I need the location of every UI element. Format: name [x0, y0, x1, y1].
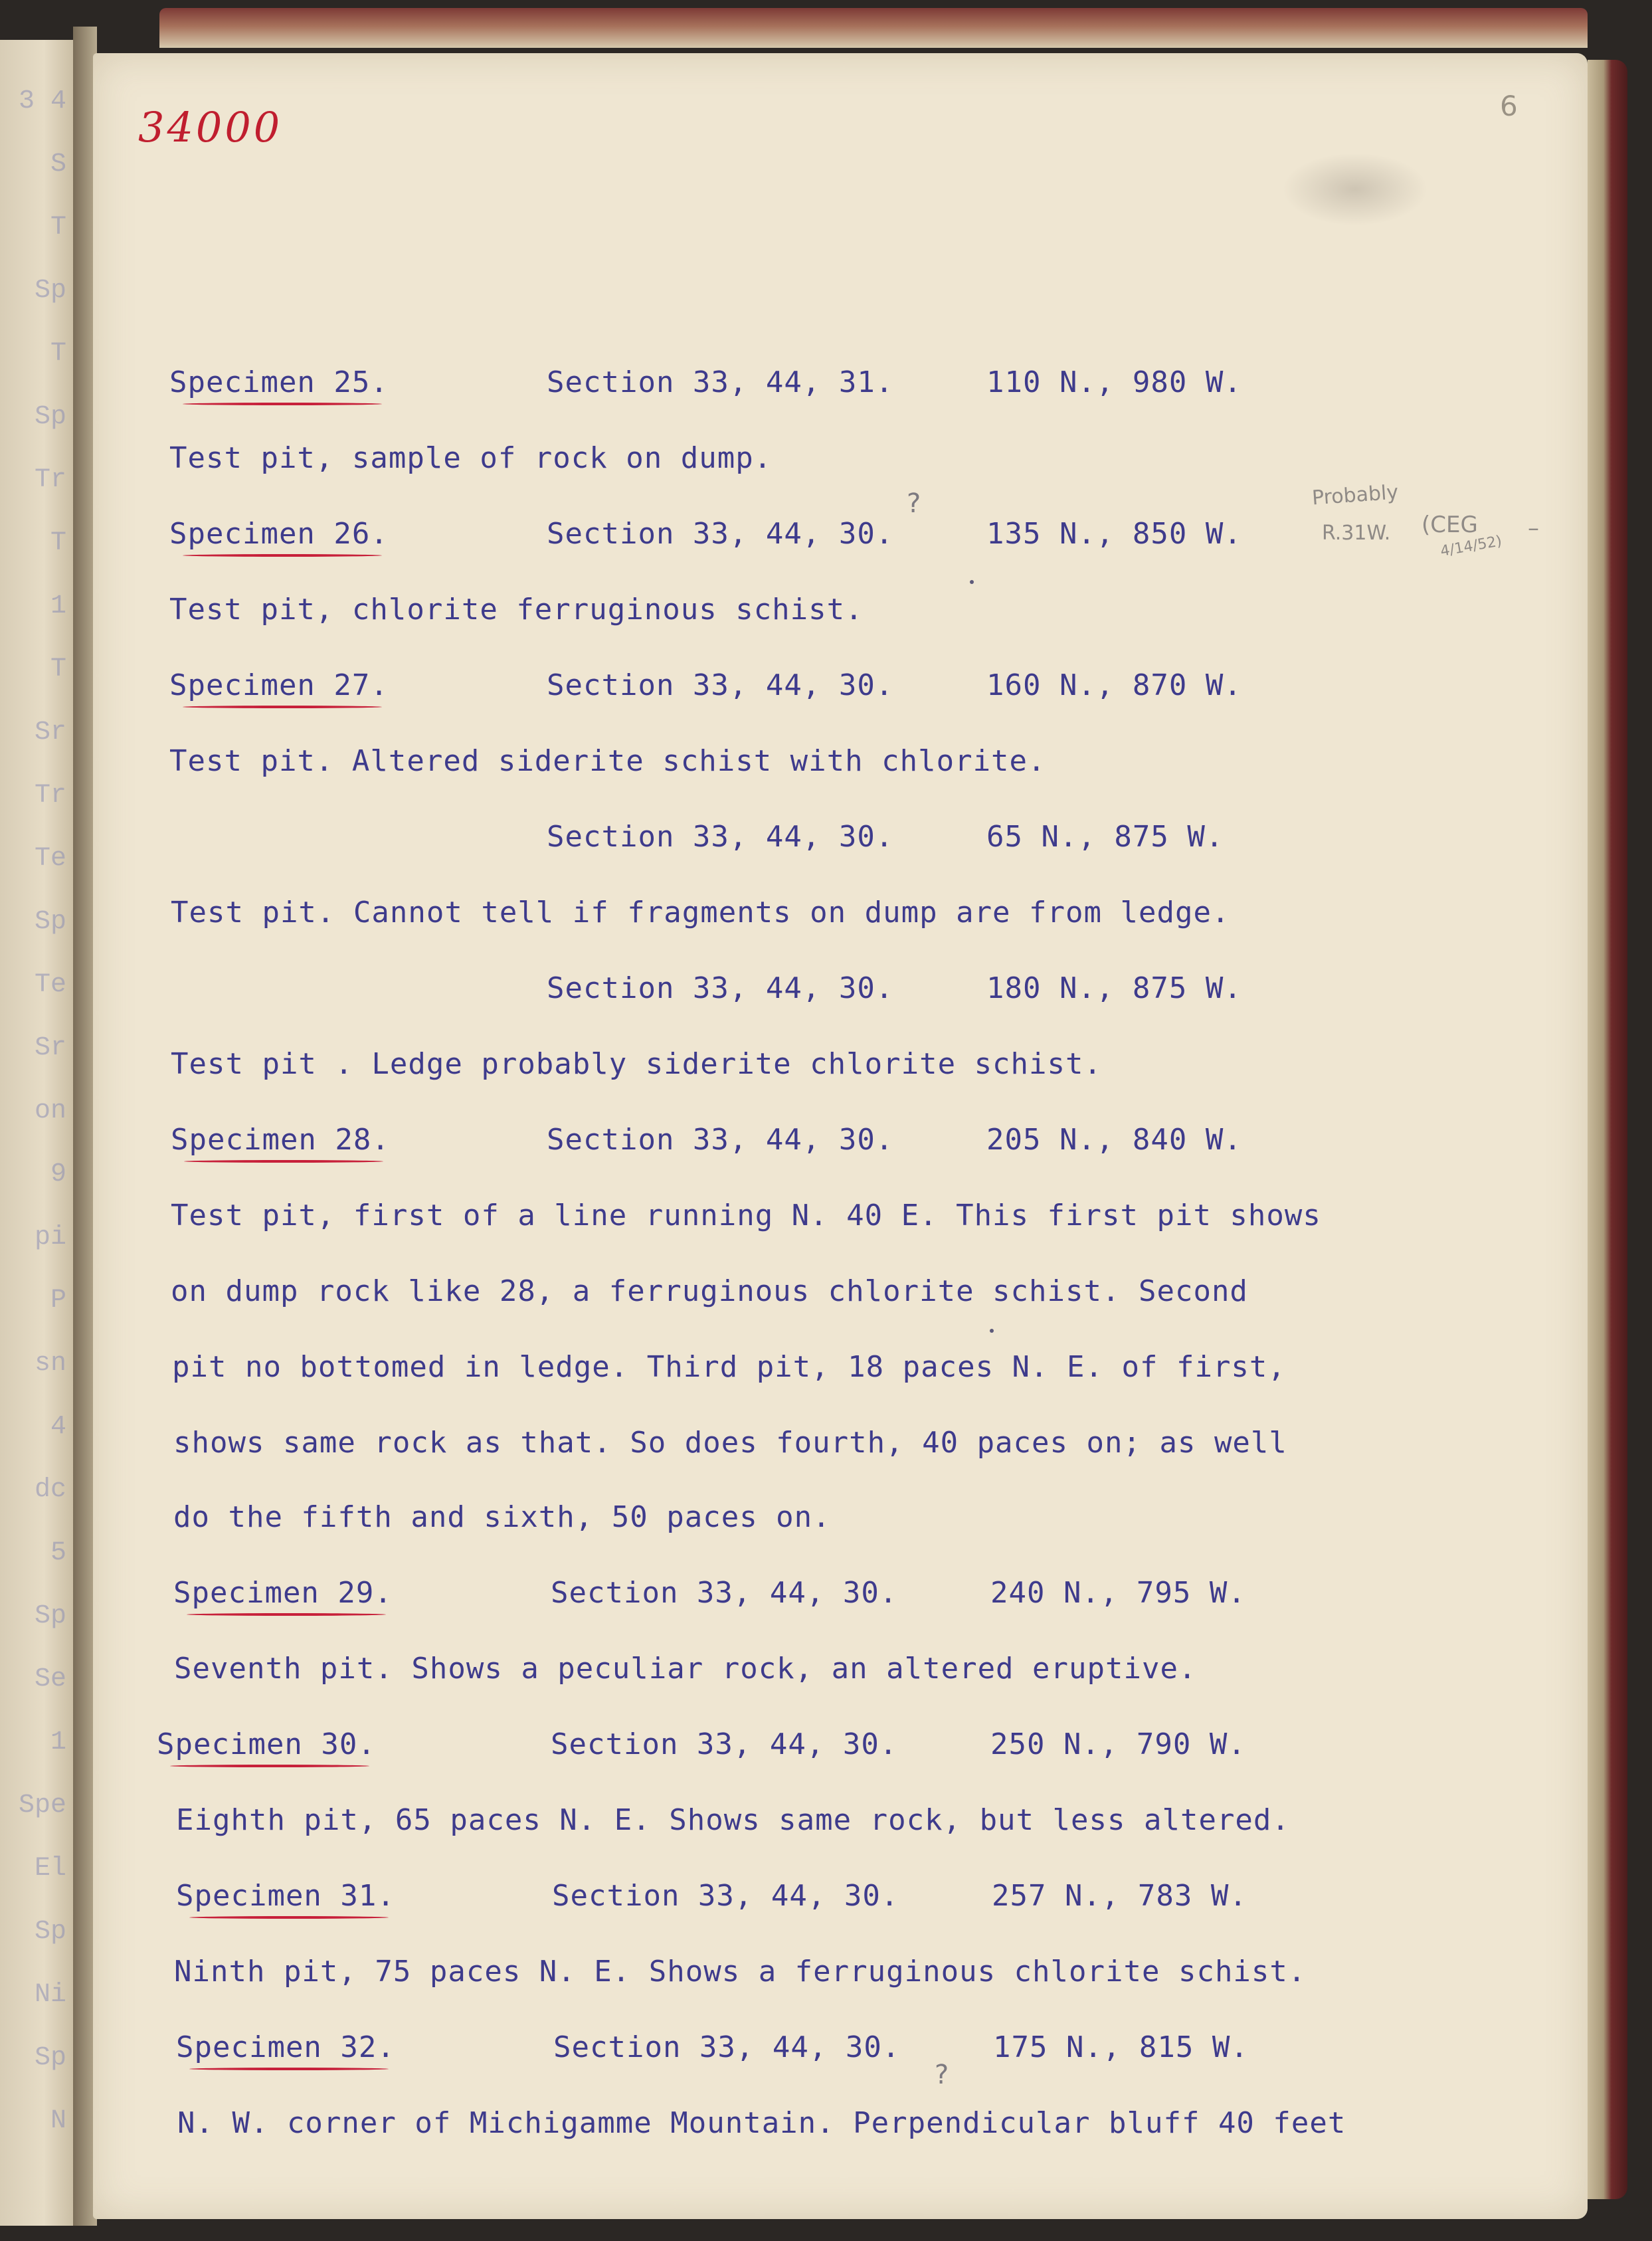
section-reference: Section 33, 44, 30.	[551, 1576, 898, 1610]
specimen-label: Specimen 26.	[169, 517, 389, 551]
section-reference: Section 33, 44, 30.	[547, 971, 894, 1005]
red-underline	[183, 403, 382, 405]
section-reference: Section 33, 44, 30.	[547, 820, 894, 854]
left-page-fragment: Spe	[18, 1791, 66, 1820]
specimen-label: Specimen 29.	[173, 1576, 393, 1610]
left-page-fragment: Ni	[34, 1980, 66, 2010]
book-top-edge	[159, 8, 1588, 48]
typed-line: Test pit, sample of rock on dump.	[169, 441, 773, 475]
typed-line: pit no bottomed in ledge. Third pit, 18 paces N. E. of first,	[172, 1350, 1286, 1384]
red-underline	[187, 1613, 386, 1616]
left-page-fragment: Sp	[34, 1917, 66, 1947]
location-coordinates: 65 N., 875 W.	[986, 820, 1224, 854]
location-coordinates: 257 N., 783 W.	[992, 1879, 1247, 1913]
red-underline	[189, 1916, 389, 1919]
location-coordinates: 180 N., 875 W.	[986, 971, 1242, 1005]
left-page-fragment: T	[50, 528, 66, 558]
accession-number: 34000	[138, 103, 283, 151]
left-page-fragment: sn	[34, 1349, 66, 1379]
specimen-label: Specimen 27.	[169, 668, 389, 702]
left-page-fragment: Sp	[34, 402, 66, 432]
typed-line: shows same rock as that. So does fourth, 40 paces on; as well	[173, 1426, 1287, 1460]
query-mark: ?	[935, 2060, 949, 2090]
location-coordinates: 110 N., 980 W.	[986, 365, 1242, 399]
page-stack-edge	[1588, 60, 1627, 2199]
left-page-fragment: Sr	[34, 718, 66, 747]
left-page-fragment: 3 4	[18, 86, 66, 116]
typed-line: Test pit. Cannot tell if fragments on dump are from ledge.	[171, 896, 1230, 929]
left-page-fragment: Te	[34, 844, 66, 874]
typed-line: Seventh pit. Shows a peculiar rock, an altered eruptive.	[174, 1652, 1197, 1686]
red-underline	[183, 706, 382, 708]
specimen-label: Specimen 28.	[171, 1123, 390, 1157]
left-page-fragment: pi	[34, 1222, 66, 1252]
section-reference: Section 33, 44, 30.	[547, 1123, 894, 1157]
left-page-fragment: 1	[50, 1727, 66, 1757]
pencil-note-probably: Probably	[1311, 480, 1400, 510]
query-mark: ?	[907, 488, 921, 519]
left-page-fragment: 9	[50, 1159, 66, 1189]
typed-line: on dump rock like 28, a ferruginous chlorite schist. Second	[171, 1274, 1248, 1308]
left-page-fragment: T	[50, 654, 66, 684]
section-reference: Section 33, 44, 30.	[551, 1727, 898, 1761]
location-coordinates: 175 N., 815 W.	[993, 2030, 1249, 2064]
red-underline	[170, 1765, 369, 1767]
left-page-fragment: T	[50, 339, 66, 369]
left-page-fragment: N	[50, 2106, 66, 2136]
typed-line: Test pit. Altered siderite schist with chlorite.	[169, 744, 1046, 778]
pencil-note-date: 4/14/52)	[1439, 533, 1503, 560]
left-page-fragment: P	[50, 1286, 66, 1315]
typed-line: Test pit, first of a line running N. 40 E. This first pit shows	[171, 1199, 1321, 1232]
ink-dot	[990, 1329, 994, 1333]
left-page-fragment: Tr	[34, 781, 66, 811]
red-underline	[189, 2068, 389, 2070]
typed-line: Eighth pit, 65 paces N. E. Shows same rock, but less altered.	[176, 1803, 1290, 1837]
location-coordinates: 240 N., 795 W.	[990, 1576, 1246, 1610]
left-page-fragment: El	[34, 1854, 66, 1884]
pencil-note-range: R.31W.	[1322, 522, 1391, 545]
section-reference: Section 33, 44, 30.	[547, 668, 894, 702]
typed-line: do the fifth and sixth, 50 paces on.	[173, 1500, 831, 1534]
section-reference: Section 33, 44, 30.	[552, 1879, 899, 1913]
typed-line: Test pit . Ledge probably siderite chlorite schist.	[171, 1047, 1103, 1081]
location-coordinates: 135 N., 850 W.	[986, 517, 1242, 551]
location-coordinates: 250 N., 790 W.	[990, 1727, 1246, 1761]
section-reference: Section 33, 44, 31.	[547, 365, 894, 399]
location-coordinates: 205 N., 840 W.	[986, 1123, 1242, 1157]
section-reference: Section 33, 44, 30.	[553, 2030, 901, 2064]
left-page-fragment: Tr	[34, 465, 66, 495]
specimen-label: Specimen 32.	[176, 2030, 395, 2064]
paper-smudge	[1282, 153, 1428, 226]
ink-dot	[970, 580, 974, 584]
pencil-note-dash: –	[1528, 515, 1539, 541]
left-page-fragment: Se	[34, 1664, 66, 1694]
left-page-fragment: 4	[50, 1412, 66, 1442]
left-page-fragment: Sp	[34, 276, 66, 306]
typed-line: Ninth pit, 75 paces N. E. Shows a ferruginous chlorite schist.	[174, 1955, 1307, 1989]
specimen-label: Specimen 30.	[157, 1727, 376, 1761]
left-page-fragment: Sp	[34, 907, 66, 937]
left-page-fragment: Sp	[34, 1601, 66, 1631]
left-page-fragment: T	[50, 213, 66, 243]
left-page-edge	[0, 40, 77, 2226]
specimen-label: Specimen 31.	[176, 1879, 395, 1913]
specimen-label: Specimen 25.	[169, 365, 389, 399]
left-page-fragment: Sp	[34, 2043, 66, 2073]
left-page-fragment: 5	[50, 1538, 66, 1568]
left-page-fragment: 1	[50, 591, 66, 621]
red-underline	[184, 1160, 383, 1163]
red-underline	[183, 554, 382, 557]
left-page-fragment: Te	[34, 970, 66, 1000]
typed-line: N. W. corner of Michigamme Mountain. Perpendicular bluff 40 feet	[177, 2106, 1346, 2140]
left-page-fragment: Sr	[34, 1033, 66, 1063]
left-page-fragment: on	[34, 1096, 66, 1126]
typed-line: Test pit, chlorite ferruginous schist.	[169, 593, 864, 627]
left-page-fragment: dc	[34, 1475, 66, 1505]
location-coordinates: 160 N., 870 W.	[986, 668, 1242, 702]
pencil-note-initials: (CEG	[1422, 512, 1478, 538]
section-reference: Section 33, 44, 30.	[547, 517, 894, 551]
page-number: 6	[1500, 90, 1518, 122]
left-page-fragment: S	[50, 149, 66, 179]
